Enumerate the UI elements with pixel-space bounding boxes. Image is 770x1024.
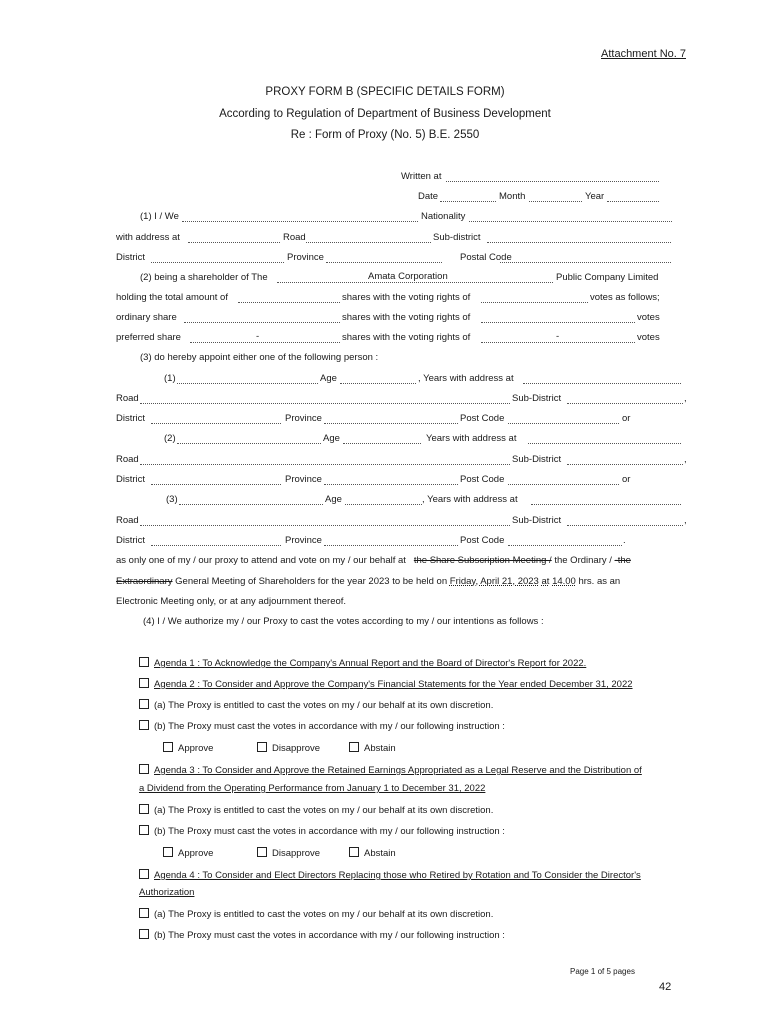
ordinary-votes-field[interactable]: [481, 312, 635, 323]
agenda3-abstain-checkbox[interactable]: [349, 847, 359, 857]
preferred-votes-value: -: [556, 331, 560, 342]
meeting-general: General Meeting of Shareholders for the year 2023 to be held on: [175, 576, 448, 587]
sub-district-field[interactable]: [487, 232, 671, 243]
agenda3-disapprove: [257, 847, 320, 859]
with-address-label: with address at: [116, 232, 180, 243]
postal-code-label: Postal Code: [460, 252, 512, 263]
ordinary-voting-label: shares with the voting rights of: [342, 312, 471, 323]
agenda3-approve-checkbox[interactable]: [163, 847, 173, 857]
preferred-shares-value: -: [256, 331, 260, 342]
agenda2-row: [139, 678, 633, 690]
sub-district-label: Sub-district: [433, 232, 481, 243]
proxy1-district-label: District: [116, 413, 146, 424]
attachment-label: Attachment No. 7: [601, 48, 686, 60]
meeting-time-value: 14.00: [552, 576, 576, 587]
preferred-share-label: preferred share: [116, 332, 181, 343]
agenda4-checkbox[interactable]: [139, 869, 149, 879]
proxy1-province-label: Province: [285, 413, 322, 424]
agenda3-option-a: [139, 804, 493, 816]
proxy3-subdistrict-label: Sub-District: [512, 515, 562, 526]
pcl-label: Public Company Limited: [556, 272, 659, 283]
agenda1-checkbox[interactable]: [139, 657, 149, 667]
agenda3-label-line2: a Dividend from the Operating Performance from January 1 to December 31, 2022: [139, 783, 486, 794]
nationality-label: Nationality: [421, 211, 466, 222]
postal-code-field[interactable]: [500, 252, 671, 263]
proxy3-road-field[interactable]: [140, 515, 510, 526]
proxy3-dot: .: [623, 535, 626, 546]
address-field[interactable]: [188, 232, 280, 243]
proxy3-name-field[interactable]: [179, 494, 323, 505]
proxy3-province-field[interactable]: [324, 535, 458, 546]
month-field[interactable]: [529, 191, 582, 202]
agenda2-abstain-checkbox[interactable]: [349, 742, 359, 752]
proxy1-postcode-field[interactable]: [508, 413, 619, 424]
agenda3-label-line1: Agenda 3 : To Consider and Approve the Retained Earnings Appropriated as a Legal Reserve and the Distribution of: [154, 765, 642, 776]
company-value: Amata Corporation: [368, 271, 448, 282]
proxy2-number: (2): [164, 433, 176, 444]
proxy2-subdistrict-field[interactable]: [567, 454, 683, 465]
agenda4-option-a: [139, 908, 493, 920]
agenda1-row: [139, 657, 586, 669]
agenda4-instruction-label: (b) The Proxy must cast the votes in accordance with my / our following instruction :: [154, 930, 505, 941]
province-label: Province: [287, 252, 324, 263]
proxy2-province-label: Province: [285, 474, 322, 485]
agenda2-instruction-label: (b) The Proxy must cast the votes in accordance with my / our following instruction :: [154, 721, 505, 732]
agenda2-approve-checkbox[interactable]: [163, 742, 173, 752]
proxy2-name-field[interactable]: [177, 433, 321, 444]
proxy3-road-label: Road: [116, 515, 139, 526]
proxy1-road-field[interactable]: [140, 393, 510, 404]
date-field[interactable]: [440, 191, 496, 202]
proxy2-postcode-label: Post Code: [460, 474, 505, 485]
agenda3-abstain: [349, 847, 396, 859]
proxy3-number: (3): [166, 494, 178, 505]
meeting-ordinary: the Ordinary /: [554, 555, 612, 566]
proxy1-name-field[interactable]: [177, 373, 318, 384]
agenda2-approve: [163, 742, 213, 754]
date-label: Date: [418, 191, 439, 202]
meeting-text-line1: [116, 555, 631, 566]
proxy3-subdistrict-field[interactable]: [567, 515, 683, 526]
agenda4-instruction-checkbox[interactable]: [139, 929, 149, 939]
agenda4-row: [139, 869, 641, 881]
proxy1-years-label: , Years with address at: [418, 373, 514, 384]
preferred-votes-label: votes: [637, 332, 660, 343]
agenda2-abstain: [349, 742, 396, 754]
district-label: District: [116, 252, 146, 263]
proxy1-number: (1): [164, 373, 176, 384]
ordinary-shares-field[interactable]: [184, 312, 340, 323]
meeting-at-label: at: [541, 576, 550, 587]
agenda4-discretion-checkbox[interactable]: [139, 908, 149, 918]
holding-label: holding the total amount of: [116, 292, 228, 303]
total-votes-field[interactable]: [481, 292, 588, 303]
proxy2-address-field[interactable]: [528, 433, 681, 444]
proxy2-district-label: District: [116, 474, 146, 485]
agenda2-option-a: [139, 699, 493, 711]
proxy2-district-field[interactable]: [151, 474, 281, 485]
agenda3-instruction-checkbox[interactable]: [139, 825, 149, 835]
struck-extraordinary: Extraordinary: [116, 576, 173, 587]
proxy3-age-field[interactable]: [345, 494, 422, 505]
agenda4-label-line1: Agenda 4 : To Consider and Elect Directors Replacing those who Retired by Rotation and To Consider the Director's: [154, 870, 641, 881]
proxy3-province-label: Province: [285, 535, 322, 546]
proxy2-postcode-field[interactable]: [508, 474, 619, 485]
form-reference: Re : Form of Proxy (No. 5) B.E. 2550: [290, 129, 480, 141]
road-field[interactable]: [306, 232, 431, 243]
proxy3-district-field[interactable]: [151, 535, 281, 546]
proxy3-district-label: District: [116, 535, 146, 546]
proxy2-road-label: Road: [116, 454, 139, 465]
total-shares-field[interactable]: [238, 292, 340, 303]
proxy3-address-field[interactable]: [531, 494, 681, 505]
proxy1-road-label: Road: [116, 393, 139, 404]
proxy2-road-field[interactable]: [140, 454, 510, 465]
month-label: Month: [499, 191, 526, 202]
form-title: PROXY FORM B (SPECIFIC DETAILS FORM): [265, 86, 505, 98]
proxy3-postcode-label: Post Code: [460, 535, 505, 546]
shareholder-label: (2) being a shareholder of The: [140, 272, 268, 283]
proxy2-subdistrict-label: Sub-District: [512, 454, 562, 465]
agenda3-row: [139, 764, 642, 776]
preferred-voting-label: shares with the voting rights of: [342, 332, 471, 343]
proxy3-years-label: , Years with address at: [422, 494, 518, 505]
agenda2-abstain-label: Abstain: [364, 743, 396, 754]
shares-voting-label: shares with the voting rights of: [342, 292, 471, 303]
proxy1-province-field[interactable]: [324, 413, 458, 424]
agenda1-label: Agenda 1 : To Acknowledge the Company's Annual Report and the Board of Director's Report for 2022.: [154, 658, 587, 669]
proxy1-subdistrict-field[interactable]: [567, 393, 683, 404]
struck-the: -the: [614, 555, 631, 566]
district-field[interactable]: [151, 252, 284, 263]
proxy2-comma: ,: [684, 454, 687, 465]
agenda3-discretion-checkbox[interactable]: [139, 804, 149, 814]
meeting-date-value: Friday, April 21, 2023: [449, 576, 539, 587]
proxy2-age-field[interactable]: [343, 433, 421, 444]
proxy3-age-label: Age: [325, 494, 342, 505]
proxy2-years-label: Years with address at: [426, 433, 517, 444]
agenda4-option-b: [139, 929, 505, 941]
agenda3-discretion-label: (a) The Proxy is entitled to cast the votes on my / our behalf at its own discretion.: [154, 805, 494, 816]
agenda3-disapprove-checkbox[interactable]: [257, 847, 267, 857]
ordinary-share-label: ordinary share: [116, 312, 177, 323]
proxy1-postcode-label: Post Code: [460, 413, 505, 424]
agenda4-discretion-label: (a) The Proxy is entitled to cast the votes on my / our behalf at its own discretion.: [154, 909, 494, 920]
agenda3-option-b: [139, 825, 505, 837]
agenda2-instruction-checkbox[interactable]: [139, 720, 149, 730]
i-we-label: (1) I / We: [140, 211, 179, 222]
agenda2-discretion-label: (a) The Proxy is entitled to cast the votes on my / our behalf at its own discretion.: [154, 700, 494, 711]
agenda3-abstain-label: Abstain: [364, 848, 396, 859]
proxy1-address-field[interactable]: [523, 373, 681, 384]
proxy1-age-field[interactable]: [340, 373, 416, 384]
form-subtitle: According to Regulation of Department of Business Development: [219, 108, 551, 120]
proxy2-age-label: Age: [323, 433, 340, 444]
proxy1-comma: ,: [684, 393, 687, 404]
ordinary-votes-label: votes: [637, 312, 660, 323]
proxy3-comma: ,: [684, 515, 687, 526]
province-field[interactable]: [326, 252, 442, 263]
proxy1-subdistrict-label: Sub-District: [512, 393, 562, 404]
votes-as-follows-label: votes as follows;: [590, 292, 660, 303]
agenda2-disapprove: [257, 742, 320, 754]
written-at-label: Written at: [401, 171, 442, 182]
agenda2-disapprove-label: Disapprove: [272, 743, 321, 754]
proxy2-or: or: [622, 474, 631, 485]
meeting-intro: as only one of my / our proxy to attend and vote on my / our behalf at: [116, 555, 406, 566]
agenda3-approve-label: Approve: [178, 848, 214, 859]
proxy1-age-label: Age: [320, 373, 337, 384]
meeting-hrs: hrs. as an: [578, 576, 621, 587]
nationality-field[interactable]: [469, 211, 672, 222]
agenda3-instruction-label: (b) The Proxy must cast the votes in accordance with my / our following instruction :: [154, 826, 505, 837]
meeting-text-line3: Electronic Meeting only, or at any adjournment thereof.: [116, 596, 347, 607]
preferred-shares-field[interactable]: [190, 332, 340, 343]
proxy3-postcode-field[interactable]: [508, 535, 622, 546]
road-label: Road: [283, 232, 306, 243]
meeting-text-line2: [116, 576, 620, 587]
appoint-intro: (3) do hereby appoint either one of the following person :: [140, 352, 379, 363]
year-field[interactable]: [607, 191, 659, 202]
agenda3-disapprove-label: Disapprove: [272, 848, 321, 859]
agenda2-checkbox[interactable]: [139, 678, 149, 688]
agenda3-approve: [163, 847, 213, 859]
agenda2-label: Agenda 2 : To Consider and Approve the Company's Financial Statements for the Year ended December 31, 2022: [154, 679, 633, 690]
authorize-intro: (4) I / We authorize my / our Proxy to cast the votes according to my / our intentions as follows :: [143, 616, 544, 627]
agenda2-approve-label: Approve: [178, 743, 214, 754]
struck-share-subscription: the Share Subscription Meeting /: [413, 555, 552, 566]
page-number: 42: [659, 981, 672, 993]
agenda2-discretion-checkbox[interactable]: [139, 699, 149, 709]
proxy2-province-field[interactable]: [324, 474, 458, 485]
agenda4-label-line2: Authorization: [139, 887, 195, 898]
page-of-label: Page 1 of 5 pages: [570, 967, 635, 976]
agenda2-disapprove-checkbox[interactable]: [257, 742, 267, 752]
agenda2-option-b: [139, 720, 505, 732]
proxy1-or: or: [622, 413, 631, 424]
name-field[interactable]: [182, 211, 418, 222]
agenda3-checkbox[interactable]: [139, 764, 149, 774]
proxy1-district-field[interactable]: [151, 413, 281, 424]
written-at-field[interactable]: [446, 171, 659, 182]
year-label: Year: [585, 191, 605, 202]
